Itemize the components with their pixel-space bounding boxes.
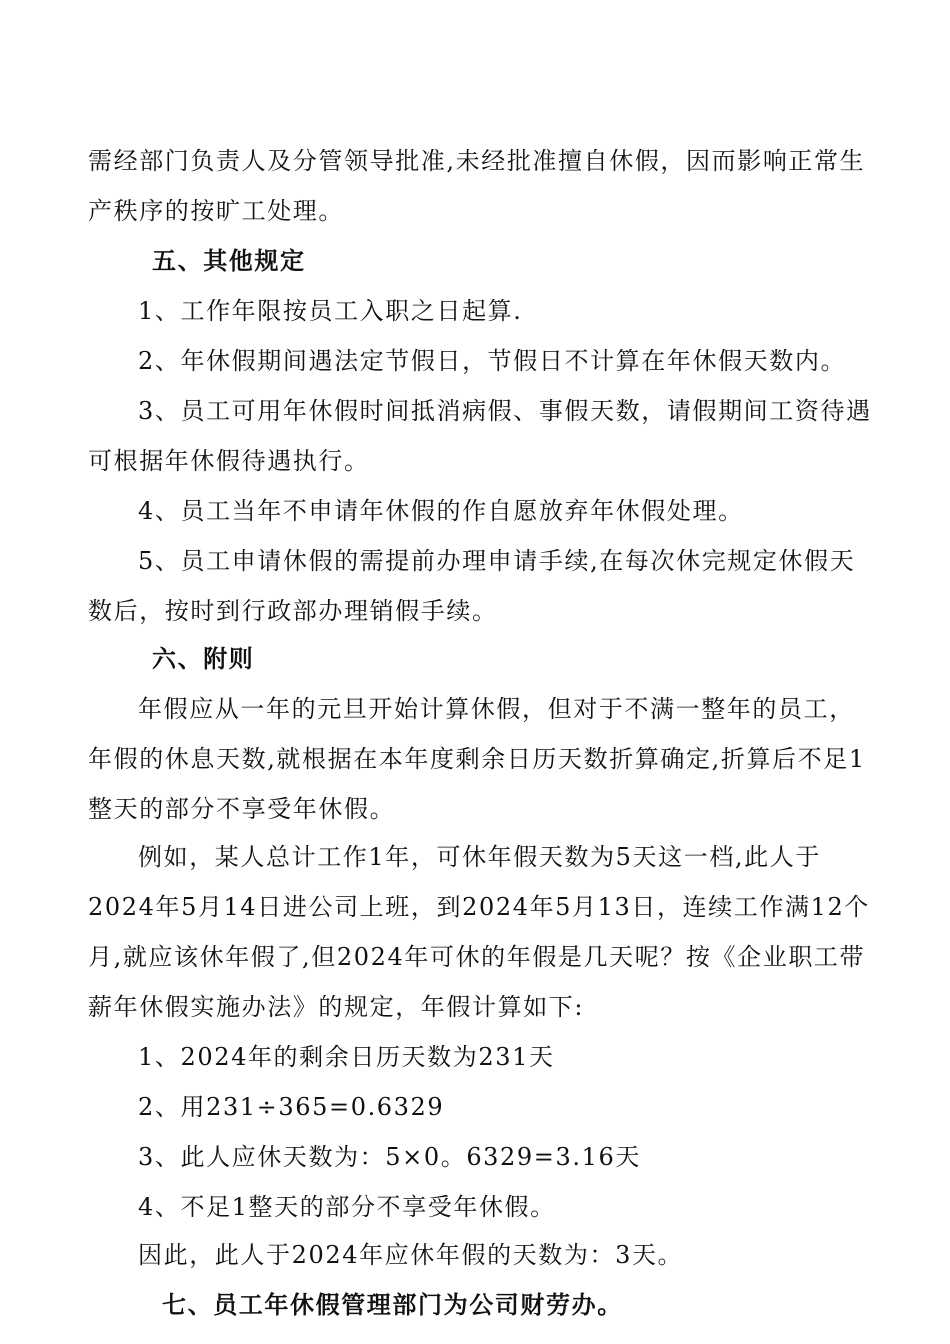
paragraph-line: 3、此人应休天数为：5×0。6329=3.16天 <box>138 1143 641 1171</box>
section-heading-6: 六、附则 <box>152 645 255 673</box>
paragraph-line: 1、2024年的剩余日历天数为231天 <box>138 1043 555 1071</box>
paragraph-line: 2、年休假期间遇法定节假日，节假日不计算在年休假天数内。 <box>138 347 847 375</box>
paragraph-line: 5、员工申请休假的需提前办理申请手续,在每次休完规定休假天 <box>138 547 856 575</box>
paragraph-line: 可根据年休假待遇执行。 <box>88 447 370 475</box>
section-heading-7: 七、员工年休假管理部门为公司财劳办。 <box>162 1291 623 1319</box>
paragraph-line: 需经部门负责人及分管领导批准,未经批准擅自休假，因而影响正常生 <box>88 147 866 175</box>
paragraph-line: 数后，按时到行政部办理销假手续。 <box>88 597 498 625</box>
paragraph-line: 2024年5月14日进公司上班，到2024年5月13日，连续工作满12个 <box>88 893 870 921</box>
paragraph-line: 4、不足1整天的部分不享受年休假。 <box>138 1193 556 1221</box>
paragraph-line: 整天的部分不享受年休假。 <box>88 795 396 823</box>
paragraph-line: 月,就应该休年假了,但2024年可休的年假是几天呢？按《企业职工带 <box>88 943 866 971</box>
paragraph-line: 1、工作年限按员工入职之日起算. <box>138 297 523 325</box>
paragraph-line: 3、员工可用年休假时间抵消病假、事假天数，请假期间工资待遇 <box>138 397 872 425</box>
paragraph-line: 年假应从一年的元旦开始计算休假，但对于不满一整年的员工， <box>138 695 855 723</box>
paragraph-line: 例如，某人总计工作1年，可休年假天数为5天这一档,此人于 <box>138 843 821 871</box>
paragraph-line: 产秩序的按旷工处理。 <box>88 197 344 225</box>
paragraph-line: 薪年休假实施办法》的规定，年假计算如下: <box>88 993 585 1021</box>
paragraph-line: 2、用231÷365=0.6329 <box>138 1093 445 1121</box>
section-heading-5: 五、其他规定 <box>152 247 306 275</box>
paragraph-line: 年假的休息天数,就根据在本年度剩余日历天数折算确定,折算后不足1 <box>88 745 866 773</box>
paragraph-line: 因此，此人于2024年应休年假的天数为：3天。 <box>138 1241 684 1269</box>
paragraph-line: 4、员工当年不申请年休假的作自愿放弃年休假处理。 <box>138 497 744 525</box>
